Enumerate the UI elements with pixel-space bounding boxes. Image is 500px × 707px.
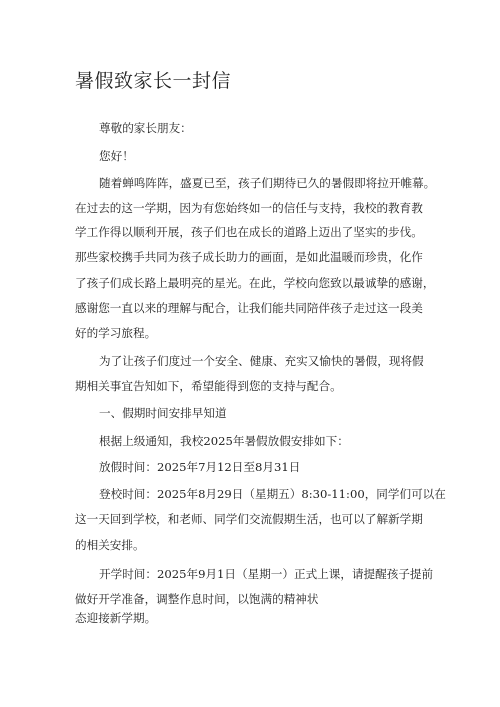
paragraph-1-line-3: 学工作得以顺利开展，孩子们也在成长的道路上迈出了坚实的步伐。 bbox=[75, 225, 423, 239]
paragraph-1-line-2: 在过去的这一学期，因为有您始终如一的信任与支持，我校的教育教 bbox=[75, 201, 423, 215]
school-start-line-3: 态迎接新学期。 bbox=[75, 611, 157, 625]
section-heading-1: 一、假期时间安排早知道 bbox=[99, 406, 227, 420]
greeting: 您好！ bbox=[99, 149, 134, 163]
paragraph-1-line-7: 好的学习旅程。 bbox=[75, 326, 157, 340]
return-day-line-2: 这一天回到学校，和老师、同学们交流假期生活，也可以了解新学期 bbox=[75, 512, 423, 526]
paragraph-1-line-6: 感谢您一直以来的理解与配合，让我们能共同陪伴孩子走过这一段美 bbox=[75, 301, 423, 315]
paragraph-1-line-4: 那些家校携手共同为孩子成长助力的画面，是如此温暖而珍贵，化作 bbox=[75, 250, 423, 264]
paragraph-1-line-1: 随着蝉鸣阵阵，盛夏已至，孩子们期待已久的暑假即将拉开帷幕。 bbox=[99, 176, 436, 190]
return-day-line-1: 登校时间：2025年8月29日（星期五）8:30-11:00，同学们可以在 bbox=[99, 487, 446, 501]
paragraph-1-line-5: 了孩子们成长路上最明亮的星光。在此，学校向您致以最诚挚的感谢， bbox=[75, 276, 435, 290]
school-start-line-2: 做好开学准备，调整作息时间，以饱满的精神状 bbox=[75, 592, 319, 606]
notice-intro: 根据上级通知，我校2025年暑假放假安排如下： bbox=[99, 434, 349, 448]
salutation: 尊敬的家长朋友： bbox=[99, 121, 192, 135]
paragraph-2-line-1: 为了让孩子们度过一个安全、健康、充实又愉快的暑假，现将假 bbox=[99, 354, 424, 368]
school-start-line-1: 开学时间：2025年9月1日（星期一）正式上课，请提醒孩子提前 bbox=[99, 567, 434, 581]
vacation-dates: 放假时间：2025年7月12日至8月31日 bbox=[99, 460, 301, 474]
letter-title: 暑假致家长一封信 bbox=[75, 70, 232, 92]
return-day-line-3: 的相关安排。 bbox=[75, 538, 145, 552]
paragraph-2-line-2: 期相关事宜告知如下，希望能得到您的支持与配合。 bbox=[75, 379, 342, 393]
